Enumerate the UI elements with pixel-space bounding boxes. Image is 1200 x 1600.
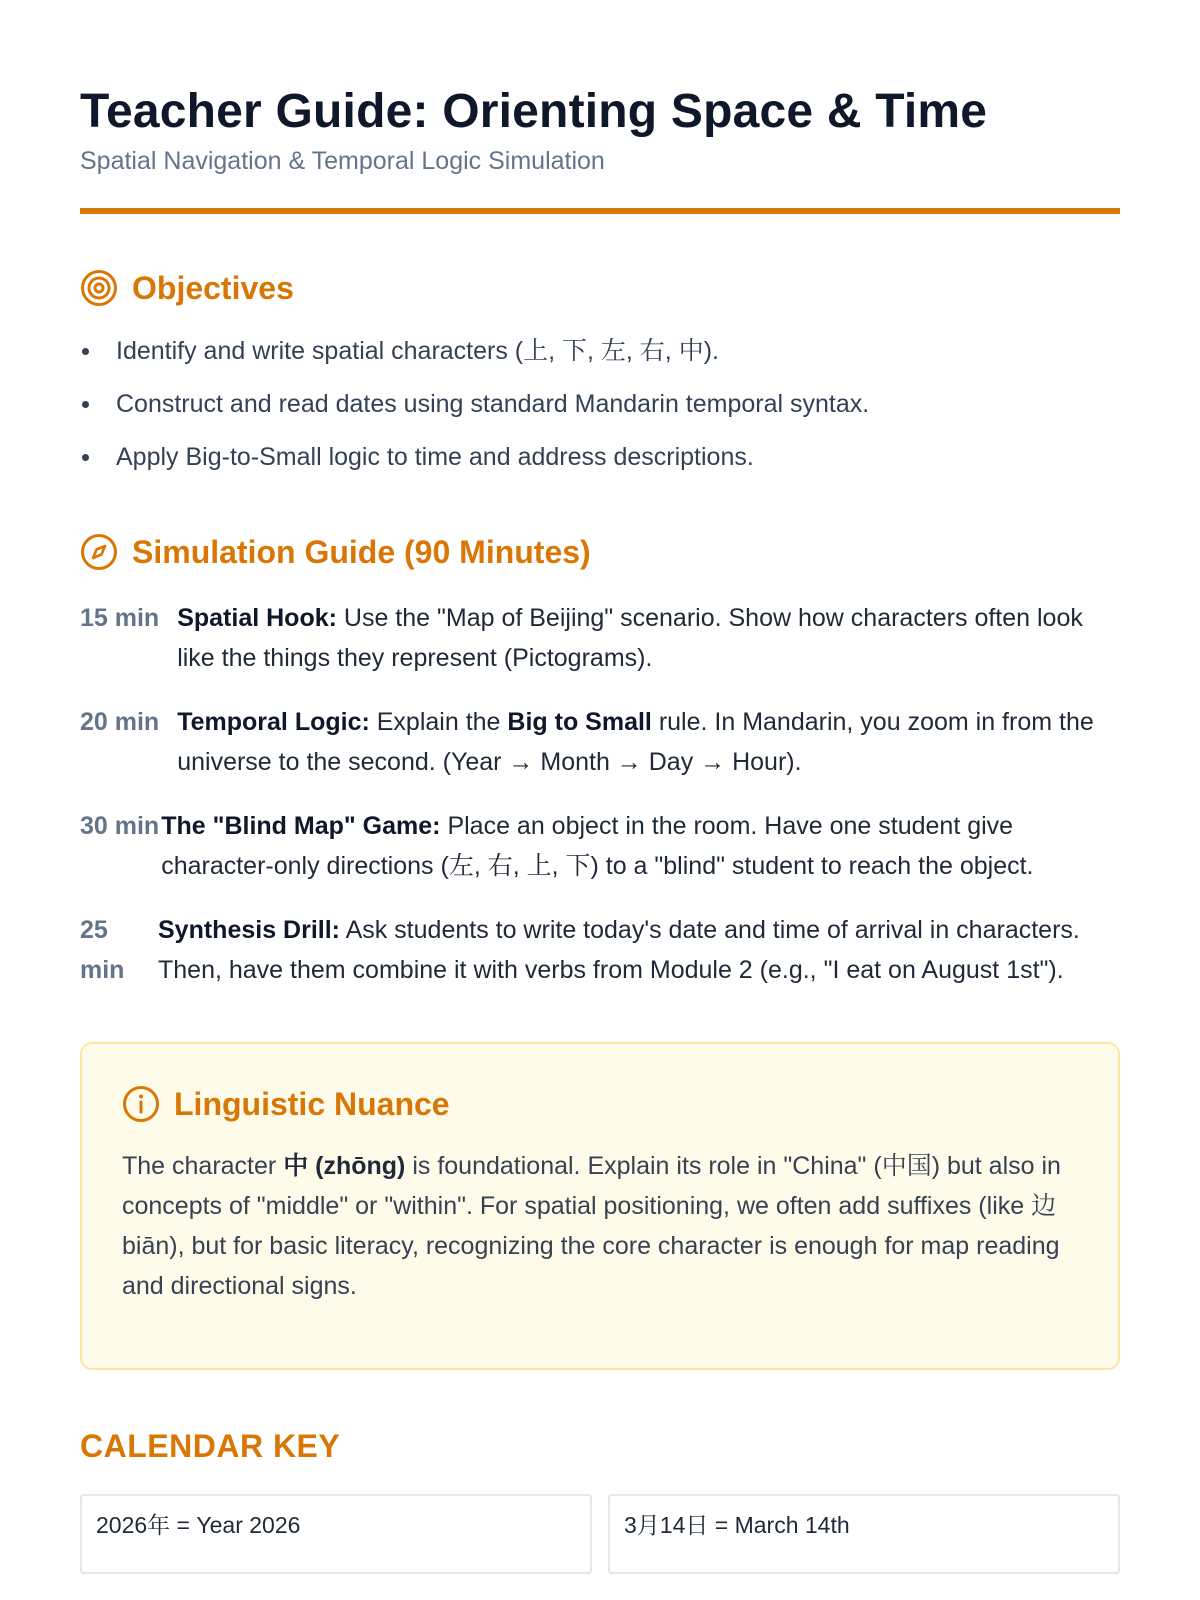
simulation-steps xyxy=(80,598,1120,990)
calendar-key-grid xyxy=(80,1494,1120,1574)
objective-item xyxy=(80,440,1120,474)
page-subtitle: Spatial Navigation & Temporal Logic Simulation xyxy=(80,147,605,175)
objectives-section xyxy=(80,268,1120,474)
calendar-key-heading: CALENDAR KEY xyxy=(80,1428,341,1464)
simulation-heading-label: Simulation Guide (90 Minutes) xyxy=(132,534,591,570)
simulation-step xyxy=(80,910,1120,990)
objective-item xyxy=(80,387,1120,421)
step-emphasis: Big to Small xyxy=(507,708,652,736)
step-label: Temporal Logic: xyxy=(177,708,370,736)
info-icon xyxy=(122,1085,160,1123)
nuance-heading-label: Linguistic Nuance xyxy=(174,1086,450,1122)
calendar-key-cell: 2026年 = Year 2026 xyxy=(80,1494,592,1574)
simulation-step xyxy=(80,806,1120,886)
objectives-heading xyxy=(80,268,1120,308)
bullet-dot xyxy=(82,454,89,461)
nuance-text-part: is foundational. Explain its role in "China" (中国) but also in concepts of "middle" or "within". For spatial positioning, we often add suffixes (like 边 biān), but for basic literacy, recognizing the core character is enough for map reading and directional signs. xyxy=(122,1152,1061,1300)
objectives-list xyxy=(80,334,1120,474)
calendar-key-cell: 3月14日 = March 14th xyxy=(608,1494,1120,1574)
step-text: Ask students to write today's date and time of arrival in characters. Then, have them combine it with verbs from Module 2 (e.g., "I eat on August 1st"). xyxy=(158,916,1080,984)
step-duration: 30 min xyxy=(80,812,160,840)
linguistic-nuance-callout xyxy=(80,1042,1120,1370)
nuance-emphasis: 中 (zhōng) xyxy=(283,1152,406,1180)
step-body xyxy=(177,598,1120,678)
header-divider xyxy=(80,208,1120,214)
bullet-dot xyxy=(82,348,89,355)
step-text: Use the "Map of Beijing" scenario. Show how characters often look like the things they represent (Pictograms). xyxy=(177,604,1083,672)
step-label: Synthesis Drill: xyxy=(158,916,340,944)
step-label: The "Blind Map" Game: xyxy=(161,812,441,840)
nuance-text-part: The character xyxy=(122,1152,284,1180)
nuance-heading xyxy=(122,1084,1078,1124)
objective-text: Construct and read dates using standard Mandarin temporal syntax. xyxy=(116,390,870,418)
objective-text: Identify and write spatial characters (上, 下, 左, 右, 中). xyxy=(116,337,719,365)
bullet-dot xyxy=(82,401,89,408)
step-text: Explain the xyxy=(369,708,508,736)
objective-item xyxy=(80,334,1120,368)
nuance-text xyxy=(122,1146,1078,1306)
step-duration: 25 min xyxy=(80,916,125,984)
simulation-step xyxy=(80,702,1120,782)
objectives-heading-label: Objectives xyxy=(132,270,294,306)
step-duration: 20 min xyxy=(80,708,160,736)
step-duration: 15 min xyxy=(80,604,160,632)
target-icon xyxy=(80,269,118,307)
simulation-section xyxy=(80,532,1120,990)
simulation-step xyxy=(80,598,1120,678)
step-label: Spatial Hook: xyxy=(177,604,337,632)
step-text: rule. In Mandarin, you zoom in from the universe to the second. (Year → Month → Day → Hour). xyxy=(177,708,1094,776)
objective-text: Apply Big-to-Small logic to time and address descriptions. xyxy=(116,443,754,471)
step-text: Place an object in the room. Have one student give character-only directions (左, 右, 上, 下) to a "blind" student to reach the object. xyxy=(161,812,1034,880)
step-body xyxy=(158,910,1120,990)
page-title: Teacher Guide: Orienting Space & Time xyxy=(80,85,988,138)
step-body xyxy=(161,806,1120,886)
simulation-heading xyxy=(80,532,1120,572)
compass-icon xyxy=(80,533,118,571)
step-body xyxy=(177,702,1120,782)
